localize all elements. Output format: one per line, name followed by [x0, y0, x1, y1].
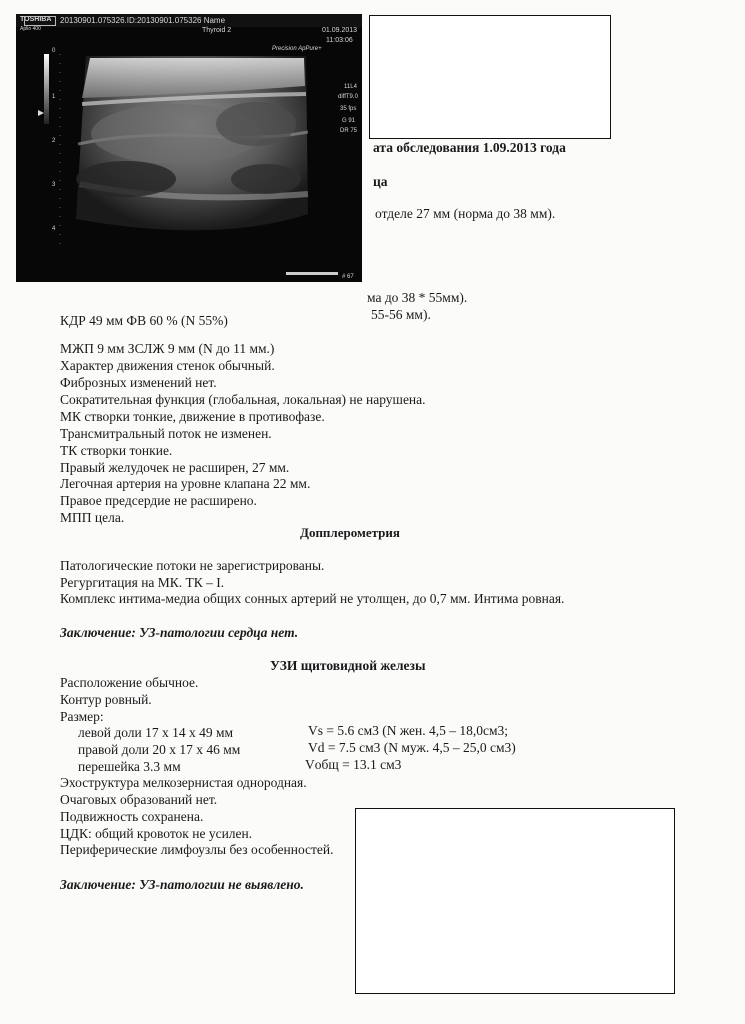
scan-date: 01.09.2013 — [322, 27, 358, 34]
depth-tick-3: 3 — [52, 182, 56, 188]
kdr-norm-partial: 55-56 мм). — [371, 307, 431, 322]
thyroid-line-4: Эхоструктура мелкозернистая однородная. — [60, 775, 307, 790]
brand-frame — [24, 16, 56, 26]
thyroid-conclusion: Заключение: УЗ-патологии не выявлено. — [60, 877, 304, 892]
heart-title-partial: ца — [373, 174, 388, 189]
doppler-line-1: Патологические потоки не зарегистрированы. — [60, 558, 325, 573]
thyroid-line-1: Расположение обычное. — [60, 675, 199, 690]
echo-line-6: Трансмитральный поток не изменен. — [60, 426, 272, 441]
ultrasound-scan-graphic — [16, 14, 362, 282]
param-5: DR 75 — [340, 128, 358, 134]
volume-right-lobe: Vd = 7.5 см3 (N муж. 4,5 – 25,0 см3) — [308, 740, 516, 755]
thyroid-line-8: Периферические лимфоузлы без особенностей. — [60, 842, 334, 857]
ultrasound-image — [16, 14, 362, 282]
model-label: Aplio 400 — [20, 26, 41, 32]
depth-tick-0: 0 — [52, 48, 56, 54]
echo-line-4: Сократительная функция (глобальная, локальная) не нарушена. — [60, 392, 426, 407]
echo-line-5: МК створки тонкие, движение в противофазе. — [60, 409, 325, 424]
echo-line-10: Правое предсердие не расширено. — [60, 493, 257, 508]
depth-tick-4: 4 — [52, 226, 56, 232]
cut-line: КДР 49 мм ФВ 60 % (N 55%) — [60, 313, 228, 328]
size-right-lobe: правой доли 20 x 17 x 46 мм — [78, 742, 241, 757]
volume-left-lobe: Vs = 5.6 см3 (N жен. 4,5 – 18,0см3; — [308, 723, 509, 738]
heart-conclusion: Заключение: УЗ-патологии сердца нет. — [60, 625, 299, 640]
thyroid-title: УЗИ щитовидной железы — [270, 658, 426, 673]
echo-line-11: МПП цела. — [60, 510, 125, 525]
echo-line-9: Легочная артерия на уровне клапана 22 мм. — [60, 476, 311, 491]
thyroid-line-7: ЦДК: общий кровоток не усилен. — [60, 826, 253, 841]
mode-label: Precision ApPure+ — [272, 46, 322, 52]
thyroid-line-5: Очаговых образований нет. — [60, 792, 218, 807]
exam-date: ата обследования 1.09.2013 года — [373, 140, 566, 155]
thyroid-line-2: Контур ровный. — [60, 692, 152, 707]
param-1: 11L4 — [344, 84, 357, 90]
size-isthmus: перешейка 3.3 мм — [78, 759, 181, 774]
thyroid-line-6: Подвижность сохранена. — [60, 809, 204, 824]
thyroid-line-3: Размер: — [60, 709, 104, 724]
redaction-box-bottom — [355, 808, 675, 994]
volume-total: Vобщ = 13.1 см3 — [305, 757, 402, 772]
param-2: diffT9.0 — [338, 94, 358, 100]
aorta-partial: отделе 27 мм (норма до 38 мм). — [375, 206, 556, 221]
frame-number: # 67 — [342, 274, 354, 280]
la-norm-partial: ма до 38 * 55мм). — [367, 290, 468, 305]
brand-label: TOSHIBA — [20, 16, 52, 23]
echo-line-2: Характер движения стенок обычный. — [60, 358, 275, 373]
doppler-line-3: Комплекс интима-медиа общих сонных артерий не утолщен, до 0,7 мм. Интима ровная. — [60, 591, 565, 606]
preset-label: Thyroid 2 — [202, 27, 232, 34]
doppler-title: Допплерометрия — [300, 525, 400, 540]
doppler-line-2: Регургитация на МК. ТК – I. — [60, 575, 225, 590]
echo-line-7: ТК створки тонкие. — [60, 443, 173, 458]
scan-time: 11:03:06 — [326, 37, 353, 44]
param-3: 35 fps — [340, 106, 357, 112]
echo-line-3: Фиброзных изменений нет. — [60, 375, 217, 390]
redaction-box-top — [369, 15, 611, 139]
echo-line-1: МЖП 9 мм ЗСЛЖ 9 мм (N до 11 мм.) — [60, 341, 275, 356]
image-id: 20130901.075326.ID:20130901.075326 Name — [60, 16, 226, 25]
depth-tick-1: 1 — [52, 94, 56, 100]
size-left-lobe: левой доли 17 x 14 x 49 мм — [78, 725, 234, 740]
echo-line-8: Правый желудочек не расширен, 27 мм. — [60, 460, 290, 475]
depth-tick-2: 2 — [52, 138, 56, 144]
param-4: G 91 — [342, 118, 356, 124]
